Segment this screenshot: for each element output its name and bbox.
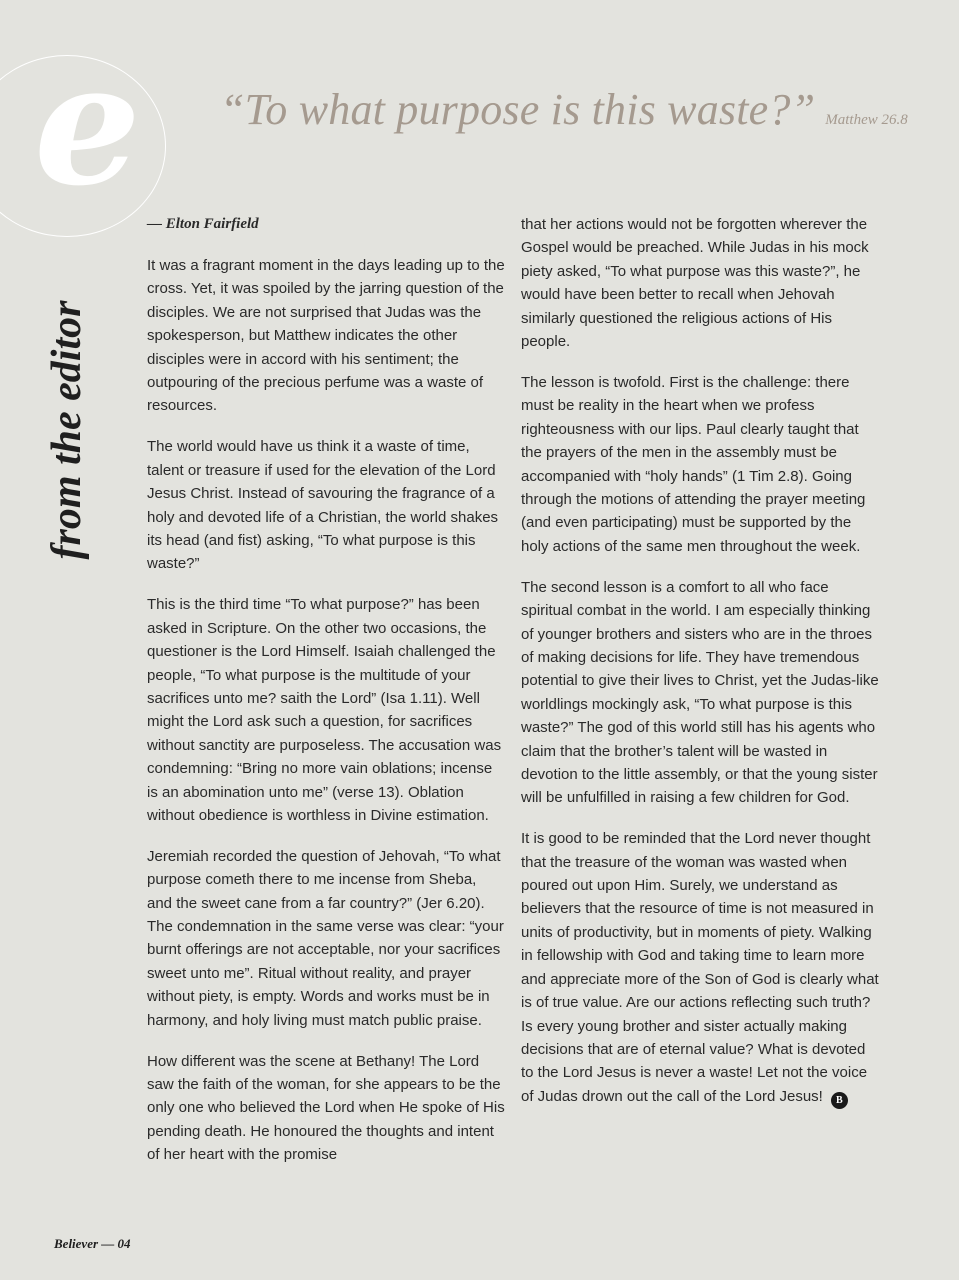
page-footer: Believer — 04 [54, 1236, 131, 1251]
headline-reference: Matthew 26.8 [825, 112, 908, 128]
article-column-left [147, 213, 505, 1184]
headline-quote: “To what purpose is this waste?” [220, 85, 816, 134]
paragraph: The lesson is twofold. First is the challenge: there must be reality in the heart when we profess righteousness with our lips. Paul clearly taught that the prayers of the men in the assembly must be accompanied with “holy hands” (1 Tim 2.8). Going through the motions of attending the prayer meeting (and even participating) must be supported by the holy actions of the same men throughout the week. [521, 373, 866, 555]
paragraph: This is the third time “To what purpose?” has been asked in Scripture. On the other two occasions, the questioner is the Lord Himself. Isaiah challenged the people, “To what purpose is the multitude of your sacrifices unto me? saith the Lord” (Isa 1.11). Well might the Lord ask such a question, for sacrifices without sanctity are purposeless. The accusation was condemning: “Bring no more vain oblations; incense is an abomination unto me” (verse 13). Oblation without obedience is worthless in Divine estimation. [147, 596, 502, 824]
section-label-text: from the editor [44, 300, 90, 560]
end-mark-icon: B [831, 1092, 848, 1109]
section-label [37, 300, 97, 560]
paragraph: that her actions would not be forgotten wherever the Gospel would be preached. While Judas in his mock piety asked, “To what purpose was this waste?”, he would have been better to recall when Jehovah similarly questioned the religious actions of His people. [521, 216, 869, 351]
emblem-letter: e [34, 25, 141, 223]
paragraph: It was a fragrant moment in the days leading up to the cross. Yet, it was spoiled by the jarring question of the disciples. We are not surprised that Judas was the spokesperson, but Matthew indicates the other disciples were in accord with his sentiment; the outpouring of the precious perfume was a waste of resources. [147, 257, 505, 415]
final-paragraph [521, 827, 879, 1108]
paragraph: The world would have us think it a waste of time, talent or treasure if used for the elevation of the Lord Jesus Christ. Instead of savouring the fragrance of a holy and devoted life of a Christian, the world shakes its head (and fist) asking, “To what purpose is this waste?” [147, 438, 499, 573]
final-paragraph-text: It is good to be reminded that the Lord never thought that the treasure of the woman was wasted when poured out upon Him. Surely, we understand as believers that the resource of time is not measured in units of productivity, but in moments of piety. Walking in fellowship with God and taking time to learn more and appreciate more of the Son of God is clearly what is of true value. Are our actions reflecting such truth? Is every young brother and sister actually making decisions that are of eternal value? What is devoted to the Lord Jesus is never a waste! Let not the voice of Judas drown out the call of the Lord Jesus! [521, 830, 879, 1105]
article-column-right [521, 213, 879, 1126]
headline [220, 84, 940, 135]
paragraph: The second lesson is a comfort to all who face spiritual combat in the world. I am especially thinking of younger brothers and sisters who are in the throes of making decisions for life. They have tremendous potential to give their lives to Christ, yet the Judas-like worldlings mockingly ask, “To what purpose is this waste?” The god of this world still has his agents who claim that the brother’s talent will be wasted in devotion to the little assembly, or that the young sister will be unfulfilled in raising a few children for God. [521, 578, 879, 807]
paragraph: How different was the scene at Bethany! The Lord saw the faith of the woman, for she appears to be the only one who believed the Lord when He spoke of His pending death. He honoured the thoughts and intent of her heart with the promise [147, 1052, 505, 1164]
byline: — Elton Fairfield [147, 216, 259, 232]
paragraph: Jeremiah recorded the question of Jehovah, “To what purpose cometh there to me incense from Sheba, and the sweet cane from a far country?” (Jer 6.20). The condemnation in the same verse was clear: “your burnt offerings are not acceptable, nor your sacrifices sweet unto me”. Ritual without reality, and prayer without piety, is empty. Words and works must be in harmony, and holy living must match public praise. [147, 847, 504, 1029]
